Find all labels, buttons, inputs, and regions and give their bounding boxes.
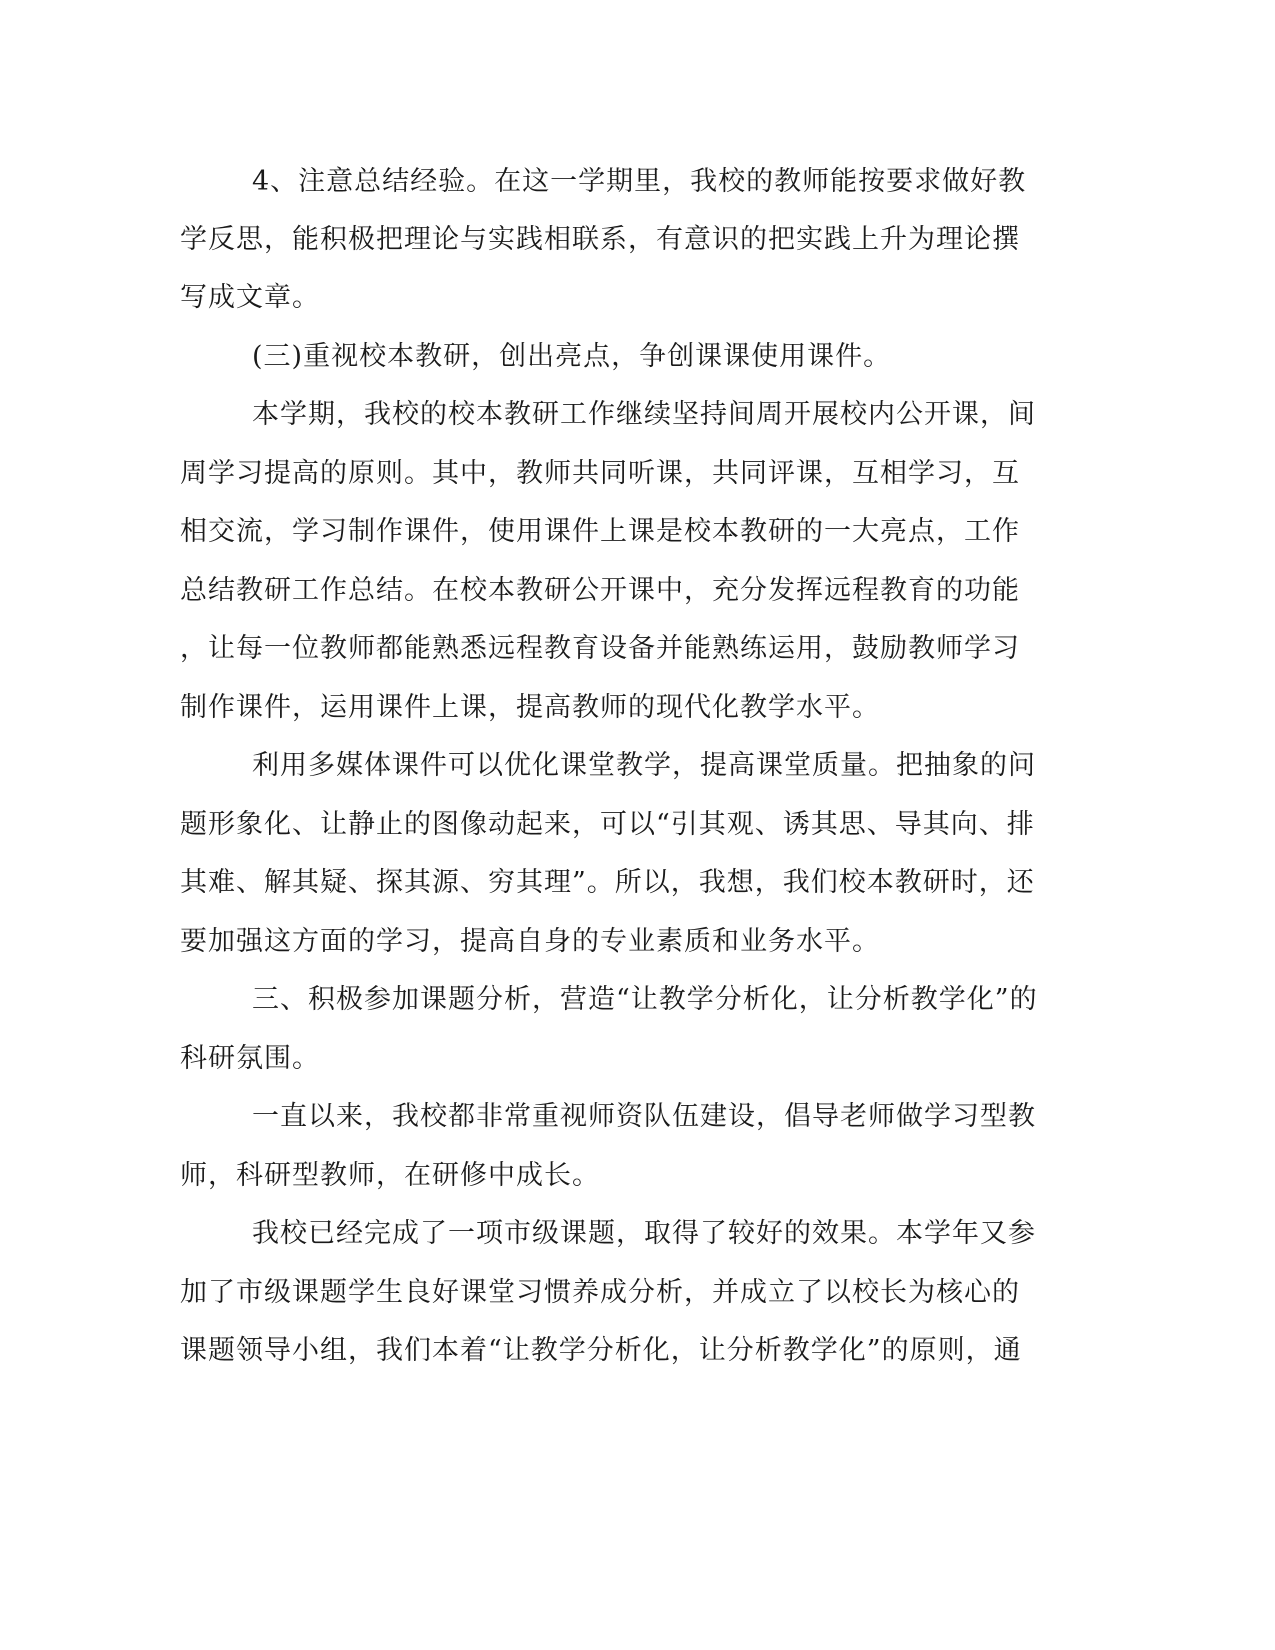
text-line: 加了市级课题学生良好课堂习惯养成分析，并成立了以校长为核心的 (180, 1277, 1020, 1308)
text-line: 学反思，能积极把理论与实践相联系，有意识的把实践上升为理论撰 (180, 224, 1020, 255)
section-heading: 三、积极参加课题分析，营造“让教学分析化，让分析教学化”的 (252, 984, 1038, 1015)
text-line: 写成文章。 (180, 282, 320, 313)
text-line: ，让每一位教师都能熟悉远程教育设备并能熟练运用，鼓励教师学习 (180, 633, 1020, 664)
text-line: 本学期，我校的校本教研工作继续坚持间周开展校内公开课，间 (252, 399, 1036, 430)
text-line: 课题领导小组，我们本着“让教学分析化，让分析教学化”的原则，通 (180, 1335, 1022, 1366)
text-line: 4、注意总结经验。在这一学期里，我校的教师能按要求做好教 (252, 166, 1027, 197)
text-line: 相交流，学习制作课件，使用课件上课是校本教研的一大亮点，工作 (180, 516, 1020, 547)
text-line: 总结教研工作总结。在校本教研公开课中，充分发挥远程教育的功能 (180, 575, 1020, 606)
text-line: 周学习提高的原则。其中，教师共同听课，共同评课，互相学习，互 (180, 458, 1020, 489)
section-heading: (三)重视校本教研，创出亮点，争创课课使用课件。 (252, 341, 892, 372)
text-line: 题形象化、让静止的图像动起来，可以“引其观、诱其思、导其向、排 (180, 809, 1035, 840)
text-line: 科研氛围。 (180, 1043, 320, 1074)
text-line: 师，科研型教师，在研修中成长。 (180, 1160, 600, 1191)
text-line: 一直以来，我校都非常重视师资队伍建设，倡导老师做学习型教 (252, 1101, 1036, 1132)
text-line: 制作课件，运用课件上课，提高教师的现代化教学水平。 (180, 692, 880, 723)
text-line: 我校已经完成了一项市级课题，取得了较好的效果。本学年又参 (252, 1218, 1036, 1249)
text-line: 其难、解其疑、探其源、穷其理”。所以，我想，我们校本教研时，还 (180, 867, 1035, 898)
text-line: 利用多媒体课件可以优化课堂教学，提高课堂质量。把抽象的问 (252, 750, 1036, 781)
text-line: 要加强这方面的学习，提高自身的专业素质和业务水平。 (180, 926, 880, 957)
